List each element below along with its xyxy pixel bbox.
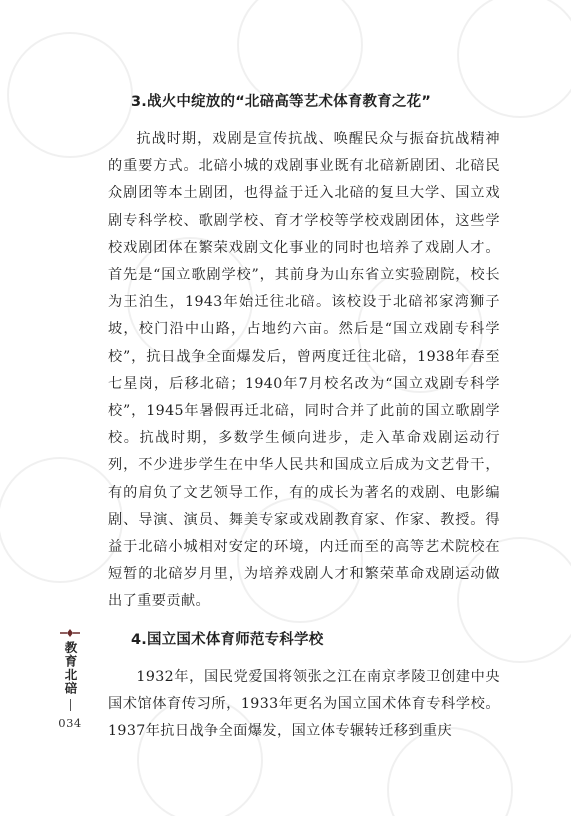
section-4-heading: 4.国立国术体育师范专科学校	[131, 631, 324, 648]
page-number: 034	[58, 716, 82, 730]
page-sidebar	[56, 628, 84, 730]
ornament-icon	[59, 628, 81, 638]
main-text	[108, 90, 500, 745]
section-divider-space	[108, 616, 500, 628]
book-title: 教育北碚	[63, 641, 78, 695]
sidebar-divider	[70, 699, 71, 711]
section-3-heading: 3.战火中绽放的“北碚高等艺术体育教育之花”	[131, 94, 432, 110]
section-4-paragraph: 1932年，国民党爱国将领张之江在南京孝陵卫创建中央国术馆体育传习所，1933年更名为国立国术体育专科学校。1937年抗日战争全面爆发，国立体专辗转迁移到重庆	[108, 668, 500, 740]
watermark-seal	[0, 458, 122, 582]
section-3-paragraph: 抗战时期，戏剧是宣传抗战、唤醒民众与振奋抗战精神的重要方式。北碚小城的戏剧事业既有北碚新剧团、北碚民众剧团等本土剧团，也得益于迁入北碚的复旦大学、国立戏剧专科学校、歌剧学校、育才学校等学校戏剧团体，这些学校戏剧团体在繁荣戏剧文化事业的同时也培养了戏剧人才。首先是“国立歌剧学校”，其前身为山东省立实验剧院，校长为王泊生，1943年始迁往北碚。该校设于北碚祁家湾狮子坡，校门沿中山路，占地约六亩。然后是“国立戏剧专科学校”，抗日战争全面爆发后，曾两度迁往北碚，1938年春至七星岗，后移北碚；1940年7月校名改为“国立戏剧专科学校”，1945年暑假再迁北碚，同时合并了此前的国立歌剧学校。抗战时期，多数学生倾向进步，走入革命戏剧运动行列，不少进步学生在中华人民共和国成立后成为文艺骨干，有的肩负了文艺领导工作，有的成长为著名的戏剧、电影编剧、导演、演员、舞美专家或戏剧教育家、作家、教授。得益于北碚小城相对安定的环境，内迁而至的高等艺术院校在短暂的北碚岁月里，为培养戏剧人才和繁荣革命戏剧运动做出了重要贡献。	[108, 131, 500, 610]
